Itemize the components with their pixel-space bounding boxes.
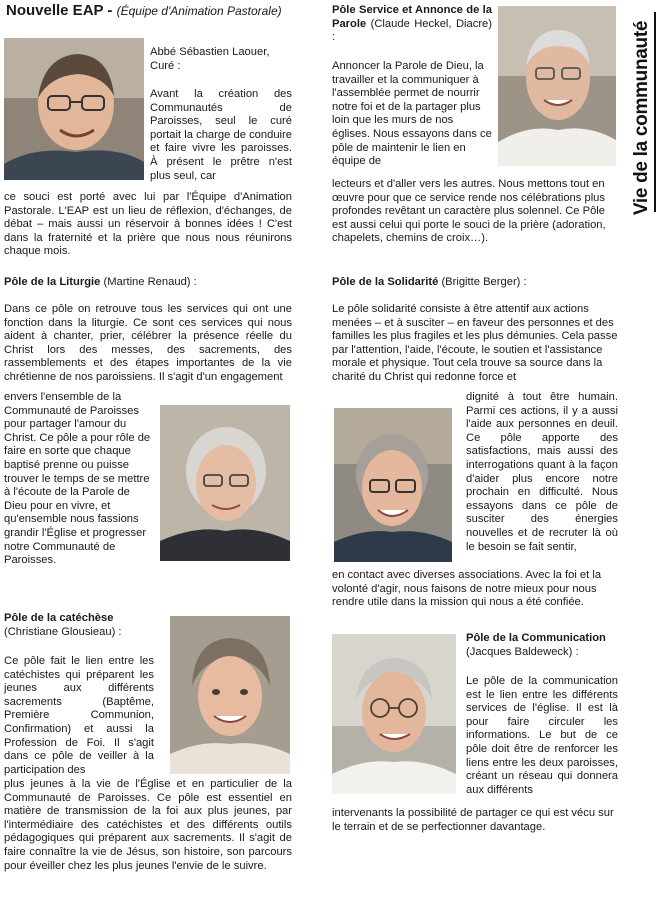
catechese-person: (Christiane Glousieau) : <box>4 625 122 638</box>
communication-person: (Jacques Baldeweck) : <box>466 645 579 658</box>
catechese-text-wrapped: Ce pôle fait le lien entre les catéchistes qui préparent les jeunes aux différents sacrements (Baptême, Première Communion, Confirmation) et aussi la Profession de Foi. Il s'agit dans ce pôle de veiller à la participation des <box>4 655 154 776</box>
eap-name-line2: Curé : <box>150 59 181 72</box>
photo-christiane-glousieau <box>170 616 290 774</box>
solidarite-text-full: Le pôle solidarité consiste à être attentif aux actions menées – et à susciter – en faveur des personnes et des familles les plus fragiles et les plus démunies. Cela passe par l'attention, l'aide, l'écoute, le soutien et l'assistance morale et physique. Tout cela trouve sa source dans la charité du Christ qui redonne force et <box>332 303 618 383</box>
eap-text-full: ce souci est porté avec lui par l'Équipe d'Animation Pastorale. L'EAP est un lieu de réflexion, d'échanges, de débat – mais aussi un réservoir à bonnes idées ! C'est dans la fraternité et la prière que nous nous réunirons chaque mois. <box>4 191 292 258</box>
service-text-wrapped: Annoncer la Parole de Dieu, la travailler et la communiquer à l'assemblée permet de nourrir notre foi et de la partager plus loin que les murs de nos églises. Nous essayons dans ce pôle de maintenir le lien en équipe de <box>332 60 492 168</box>
liturgie-heading: Pôle de la Liturgie <box>4 276 101 288</box>
solidarite-heading-block <box>332 276 622 290</box>
communication-heading-block <box>466 632 622 659</box>
section-side-label <box>628 6 656 230</box>
solidarite-heading: Pôle de la Solidarité <box>332 276 439 288</box>
catechese-text-full: plus jeunes à la vie de l'Église et en particulier de la Communauté de Paroisses. Ce pôle est essentiel en matière de transmission de la foi aux plus jeunes, par l'intermédiaire des catéchistes et des différents outils pédagogiques qui préparent aux sacrements. Il s'agit de faire connaître la vie de Jésus, son histoire, son parcours pour éveiller chez les plus jeunes l'envie de le suivre. <box>4 778 292 872</box>
portrait-woman-short-hair-icon <box>334 408 452 562</box>
liturgie-person: (Martine Renaud) : <box>103 276 197 288</box>
photo-martine-renaud <box>160 405 290 561</box>
page-title-main: Nouvelle EAP - <box>6 2 113 19</box>
photo-brigitte-berger <box>334 408 452 562</box>
photo-jacques-baldeweck <box>332 634 456 794</box>
portrait-woman-glasses-icon <box>160 405 290 561</box>
side-label-rule <box>654 12 656 212</box>
solidarite-text-end: en contact avec diverses associations. Avec la foi et la volonté d'agir, nous faisons de notre mieux pour nous rendre utile dans la mission qui nous a été confiée. <box>332 569 602 609</box>
eap-name-line1: Abbé Sébastien Laouer, <box>150 46 270 58</box>
liturgie-text-full: Dans ce pôle on retrouve tous les services qui ont une fonction dans la liturgie. Ce sont ces services qui nous aident à chanter, prier, célébrer la présence réelle du Christ lors des messes, des sacrements, des rassemblements et des étapes importantes de la vie chrétienne de nos paroissiens. Il s'agit d'un engagement <box>4 303 292 383</box>
communication-heading: Pôle de la Communication <box>466 632 606 644</box>
service-heading-block <box>332 4 492 45</box>
communication-text-full: intervenants la possibilité de partager ce qui est vécu sur le terrain et de se perfectionner davantage. <box>332 807 614 833</box>
service-person: (Claude Heckel, Diacre) : <box>332 17 492 44</box>
communication-text-wrapped: Le pôle de la communication est le lien entre les différents services de l'église. Il est là pour faire circuler les informations. Le but de ce pôle doit être de renforcer les liens entre les deux paroisses, créant un réseau qui donnera aux différents <box>466 675 618 796</box>
portrait-man-glasses-icon <box>4 38 144 180</box>
photo-sebastien-laouer <box>4 38 144 180</box>
eap-name <box>150 46 292 73</box>
portrait-man-round-glasses-icon <box>332 634 456 794</box>
service-text-full: lecteurs et d'aller vers les autres. Nous mettons tout en œuvre pour que ce service rende nos célébrations plus profondes revêtant un caractère plus solennel. Ce Pôle est aussi celui qui porte le souci de la prière (adoration, chapelets, chemins de croix…). <box>332 178 606 245</box>
service-heading: Pôle Service et Annonce de la Parole <box>332 4 492 30</box>
page-title-subtitle: (Équipe d'Animation Pastorale) <box>116 4 282 18</box>
eap-text-wrapped: Avant la création des Communautés de Paroisses, seul le curé portait la charge de conduire et faire vivre les paroisses. À présent le prêtre n'est plus seul, car <box>150 88 292 182</box>
side-label-text: Vie de la communauté <box>631 20 652 216</box>
catechese-heading: Pôle de la catéchèse <box>4 612 114 624</box>
photo-claude-heckel <box>498 6 616 166</box>
solidarite-person: (Brigitte Berger) : <box>441 276 527 288</box>
liturgie-text-wrapped: envers l'ensemble de la Communauté de Paroisses pour partager l'amour du Christ. Ce pôle a pour rôle de faire en sorte que chaque baptisé prenne ou puisse trouver le temps de se mettre à l'écoute de la Parole de Dieu pour en vivre, et qu'ensemble nous fassions grandir l'Église et progresser notre Communauté de Paroisses. <box>4 391 151 567</box>
portrait-woman-smiling-icon <box>170 616 290 774</box>
catechese-heading-block <box>4 612 154 639</box>
page-title <box>6 2 326 20</box>
solidarite-text-wrapped: dignité à tout être humain. Parmi ces actions, il y a aussi l'aide aux personnes en deuil. Ce pôle apporte des satisfactions, mais aussi des interrogations quant à la façon d'aider plus encore notre prochain en difficulté. Nous essayons dans ce pôle de susciter des énergies nouvelles et de recruter là où le besoin se fait sentir, <box>466 391 618 553</box>
liturgie-heading-block <box>4 276 292 290</box>
portrait-elderly-man-icon <box>498 6 616 166</box>
